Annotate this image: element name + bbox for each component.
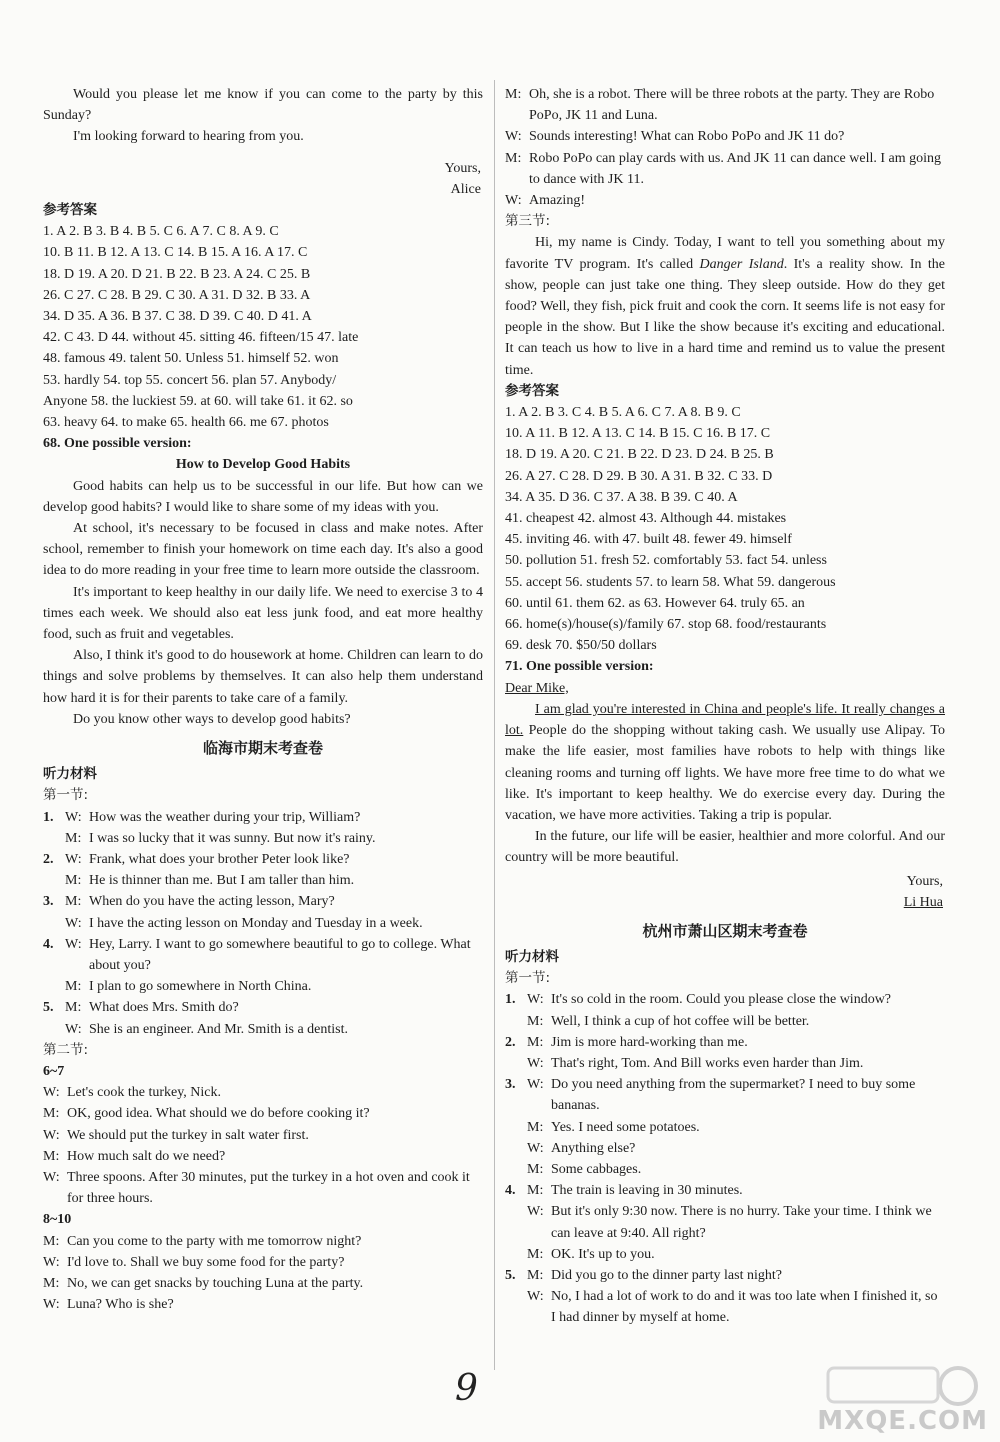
dialog-line: Sounds interesting! What can Robo PoPo and JK 11 do?	[529, 129, 845, 145]
speaker: M:	[43, 1275, 60, 1291]
speaker: M:	[65, 979, 82, 995]
underlined-opening: I am glad you're interested in China and people's life. It really changes a lot.	[505, 701, 945, 739]
exam-title: 临海市期末考查卷	[202, 739, 323, 758]
dialog-line: Did you go to the dinner party last night?	[551, 1267, 782, 1283]
item-number: 1.	[505, 992, 516, 1008]
watermark-logo	[808, 1362, 994, 1434]
signer: Alice	[450, 181, 481, 197]
answer-row: 34. D 35. A 36. B 37. C 38. D 39. C 40. D 41. A	[43, 309, 312, 325]
letter-paragraph	[505, 699, 945, 826]
dialog-line: I'd love to. Shall we buy some food for the party?	[67, 1254, 345, 1270]
speaker: W:	[43, 1297, 60, 1313]
signer-text: Li Hua	[903, 894, 943, 910]
essay-paragraph: At school, it's necessary to be focused in class and make notes. After school, remember to finish your homework on time each day. It's also a good idea to do more reading in your free time to learn more outside the classroom.	[43, 521, 483, 579]
listening-label: 听力材料	[43, 766, 97, 783]
answer-row: 18. D 19. A 20. C 21. B 22. D 23. D 24. B 25. B	[505, 447, 774, 463]
answer-row: Anyone 58. the luckiest 59. at 60. will take 61. it 62. so	[43, 393, 353, 409]
speaker: W:	[43, 1254, 60, 1270]
answer-row: 42. C 43. D 44. without 45. sitting 46. fifteen/15 47. late	[43, 330, 359, 346]
speaker: W:	[505, 129, 522, 145]
dialog-line: The train is leaving in 30 minutes.	[551, 1183, 743, 1199]
passage-text: . It's a reality show. In the show, people can just take one thing. They sleep outside. How do they get food? Well, they fish, pick fruit and cook the corn. It seems life is not easy for people in the show. But I like the show because it's exciting and educational. It can teach us how to live in a hard time and remind us to value the present time.	[505, 256, 945, 378]
speaker: M:	[65, 830, 82, 846]
essay-title: How to Develop Good Habits	[175, 457, 351, 473]
dialog-line: I was so lucky that it was sunny. But now it's rainy.	[89, 830, 376, 846]
speaker: W:	[43, 1085, 60, 1101]
answer-row: 53. hardly 54. top 55. concert 56. plan 57. Anybody/	[43, 372, 337, 388]
dialog-group	[43, 1082, 483, 1209]
dialog-line: Oh, she is a robot. There will be three robots at the party. They are Robo PoPo, JK 11 and Luna.	[529, 87, 935, 124]
exam-title: 杭州市萧山区期末考查卷	[642, 921, 808, 940]
speaker: W:	[527, 1204, 544, 1220]
dialog-line: Well, I think a cup of hot coffee will be better.	[551, 1013, 810, 1029]
letter-paragraph: In the future, our life will be easier, healthier and more colorful. And our country will be more beautiful.	[505, 829, 945, 866]
answer-row: 50. pollution 51. fresh 52. comfortably 53. fact 54. unless	[505, 553, 827, 569]
speaker: M:	[527, 1267, 544, 1283]
item-number: 2.	[505, 1034, 516, 1050]
dialog-line: When do you have the acting lesson, Mary?	[89, 894, 335, 910]
letter-line: Would you please let me know if you can come to the party by this Sunday?	[43, 87, 483, 124]
speaker: M:	[527, 1034, 544, 1050]
version-label: 68. One possible version:	[43, 436, 192, 452]
essay-paragraph: Also, I think it's good to do housework at home. Children can learn to do things and solve problems by themselves. It can also help them understand how hard it is for their parents to take care of a family.	[43, 648, 483, 706]
speaker: M:	[43, 1148, 60, 1164]
item-number: 4.	[505, 1183, 516, 1199]
letter-line: I'm looking forward to hearing from you.	[73, 129, 304, 145]
speaker: M:	[505, 87, 522, 102]
speaker: W:	[527, 1055, 544, 1071]
section-label: 第一节:	[505, 970, 551, 987]
dialog-line: That's right, Tom. And Bill works even harder than Jim.	[551, 1055, 864, 1071]
answer-row: 26. C 27. C 28. B 29. C 30. A 31. D 32. B 33. A	[43, 287, 311, 303]
answers-heading: 参考答案	[43, 202, 97, 219]
watermark-text: MXQE.COM	[817, 1405, 988, 1436]
group-label: 6~7	[43, 1063, 65, 1079]
dialog-line: Let's cook the turkey, Nick.	[67, 1085, 222, 1101]
speaker: W:	[65, 936, 82, 952]
answer-row: 60. until 61. them 62. as 63. However 64. truly 65. an	[505, 595, 805, 611]
dialog-line: Three spoons. After 30 minutes, put the turkey in a hot oven and cook it for three hours.	[67, 1169, 470, 1207]
item-number: 2.	[43, 851, 54, 867]
section-label: 第三节:	[505, 213, 551, 230]
speaker: W:	[65, 915, 82, 931]
essay-paragraph: Good habits can help us to be successful in our life. But how can we develop good habits? I would like to share some of my ideas with you.	[43, 478, 483, 515]
listening-item	[43, 997, 483, 1039]
answer-row: 48. famous 49. talent 50. Unless 51. himself 52. won	[43, 351, 339, 367]
section-label: 第二节:	[43, 1041, 89, 1058]
group-label: 8~10	[43, 1212, 72, 1228]
listening-item	[43, 891, 483, 933]
dialog-line: Anything else?	[551, 1140, 636, 1156]
speaker: M:	[527, 1183, 544, 1199]
speaker: W:	[505, 193, 522, 209]
signoff: Yours,	[906, 873, 943, 889]
item-number: 3.	[43, 894, 54, 910]
listening-label: 听力材料	[505, 948, 559, 965]
speaker: M:	[527, 1161, 544, 1177]
dialog-line: Frank, what does your brother Peter look like?	[89, 851, 350, 867]
dialog-line: Do you need anything from the supermarket? I need to buy some bananas.	[551, 1077, 916, 1114]
speaker: M:	[527, 1246, 544, 1262]
item-number: 1.	[43, 809, 54, 825]
dialog-line: I plan to go somewhere in North China.	[89, 979, 312, 995]
answer-row: 41. cheapest 42. almost 43. Although 44. mistakes	[505, 511, 787, 527]
speaker: M:	[527, 1119, 544, 1135]
item-number: 5.	[505, 1267, 516, 1283]
dialog-line: Can you come to the party with me tomorrow night?	[67, 1233, 362, 1249]
dialog-line: Hey, Larry. I want to go somewhere beautiful to go to college. What about you?	[89, 936, 471, 973]
essay-paragraph: It's important to keep healthy in our daily life. We need to exercise 3 to 4 times each week. We should also eat less junk food, and eat more healthy food, such as fruit and vegetables.	[43, 584, 483, 643]
dialog-line: What does Mrs. Smith do?	[89, 1000, 239, 1016]
item-number: 5.	[43, 1000, 54, 1016]
left-column	[43, 84, 483, 1315]
dialog-line: No, I had a lot of work to do and it was too late when I finished it, so I had dinner by myself at home.	[551, 1289, 938, 1326]
letter-text: People do the shopping without taking cash. We usually use Alipay. To make the life easier, most families have robots to help with things like cleaning rooms and turning off lights. We have more free time to do what we like. It's important to keep healthy. We do exercise every day. During the vacation, we have more activities. Taking a trip is popular.	[505, 723, 945, 823]
listening-item	[505, 1032, 945, 1074]
speaker: W:	[65, 809, 82, 825]
dialog-line: How was the weather during your trip, William?	[89, 809, 361, 825]
dialog-line: He is thinner than me. But I am taller than him.	[89, 873, 355, 889]
answer-row: 18. D 19. A 20. D 21. B 22. B 23. A 24. C 25. B	[43, 266, 311, 282]
program-name: Danger Island	[699, 256, 784, 272]
speaker: M:	[43, 1233, 60, 1249]
speaker: W:	[527, 1289, 544, 1305]
answer-row: 55. accept 56. students 57. to learn 58. What 59. dangerous	[505, 574, 836, 590]
dialog-line: OK. It's up to you.	[551, 1246, 655, 1262]
speaker: M:	[505, 150, 522, 166]
dialog-line: Jim is more hard-working than me.	[551, 1034, 748, 1050]
speaker: M:	[65, 894, 82, 910]
speaker: M:	[43, 1106, 60, 1122]
dialog-line: She is an engineer. And Mr. Smith is a dentist.	[89, 1021, 348, 1037]
dialog-line: We should put the turkey in salt water first.	[67, 1127, 309, 1143]
speaker: W:	[65, 851, 82, 867]
dialog-line: I have the acting lesson on Monday and Tuesday in a week.	[89, 915, 423, 931]
signer	[505, 892, 945, 913]
page-number: 9	[455, 1368, 478, 1409]
speaker: W:	[527, 1077, 544, 1093]
answer-row: 10. A 11. B 12. A 13. C 14. B 15. C 16. B 17. C	[505, 426, 771, 442]
passage	[505, 232, 945, 380]
answer-row: 1. A 2. B 3. B 4. B 5. C 6. A 7. C 8. A 9. C	[43, 224, 279, 240]
answer-row: 63. heavy 64. to make 65. health 66. me 67. photos	[43, 415, 329, 431]
answer-row: 45. inviting 46. with 47. built 48. fewer 49. himself	[505, 532, 792, 548]
speaker: W:	[65, 1021, 82, 1037]
answer-row: 34. A 35. D 36. C 37. A 38. B 39. C 40. A	[505, 489, 738, 505]
dialog-line: Luna? Who is she?	[67, 1297, 174, 1313]
speaker: W:	[43, 1127, 60, 1143]
dialog-line: Yes. I need some potatoes.	[551, 1119, 700, 1135]
dialog-line: Robo PoPo can play cards with us. And JK 11 can dance well. I am going to dance with JK 11.	[529, 150, 942, 187]
listening-item	[505, 1180, 945, 1265]
listening-item	[505, 1074, 945, 1180]
answer-row: 69. desk 70. $50/50 dollars	[505, 638, 657, 654]
greeting-text: Dear Mike,	[505, 680, 569, 696]
speaker: M:	[527, 1013, 544, 1029]
dialog-group	[43, 1231, 483, 1316]
item-number: 3.	[505, 1077, 516, 1093]
speaker: W:	[43, 1169, 60, 1185]
speaker: W:	[527, 992, 544, 1008]
listening-item	[43, 807, 483, 849]
dialog-line: How much salt do we need?	[67, 1148, 226, 1164]
dialog-line: But it's only 9:30 now. There is no hurry. Take your time. I think we can leave at 9:40. All right?	[551, 1204, 932, 1241]
column-divider	[494, 80, 495, 1370]
listening-item	[505, 1265, 945, 1329]
dialog-group	[505, 84, 945, 211]
dialog-line: Some cabbages.	[551, 1161, 642, 1177]
right-column	[505, 84, 945, 1329]
dialog-line: It's so cold in the room. Could you please close the window?	[551, 992, 892, 1008]
speaker: M:	[65, 873, 82, 889]
speaker: M:	[65, 1000, 82, 1016]
version-label: 71. One possible version:	[505, 659, 654, 675]
listening-item	[43, 849, 483, 891]
speaker: W:	[527, 1140, 544, 1156]
dialog-line: No, we can get snacks by touching Luna at the party.	[67, 1275, 364, 1291]
essay-paragraph: Do you know other ways to develop good habits?	[73, 711, 351, 727]
answer-row: 10. B 11. B 12. A 13. C 14. B 15. A 16. A 17. C	[43, 245, 308, 261]
section-label: 第一节:	[43, 787, 89, 804]
dialog-line: OK, good idea. What should we do before cooking it?	[67, 1106, 370, 1122]
greeting	[505, 678, 945, 699]
signoff: Yours,	[444, 160, 481, 176]
listening-item	[505, 989, 945, 1031]
listening-item	[43, 934, 483, 998]
item-number: 4.	[43, 936, 54, 952]
answer-row: 66. home(s)/house(s)/family 67. stop 68. food/restaurants	[505, 617, 827, 633]
dialog-line: Amazing!	[529, 193, 585, 209]
answer-key	[505, 402, 945, 656]
answer-row: 26. A 27. C 28. D 29. B 30. A 31. B 32. C 33. D	[505, 468, 773, 484]
answer-key	[43, 221, 483, 433]
answers-heading: 参考答案	[505, 382, 559, 399]
answer-row: 1. A 2. B 3. C 4. B 5. A 6. C 7. A 8. B 9. C	[505, 405, 741, 421]
passage-text: Hi, my name is Cindy. Today, I want to tell you something about my favorite TV program. It's called	[505, 235, 945, 272]
